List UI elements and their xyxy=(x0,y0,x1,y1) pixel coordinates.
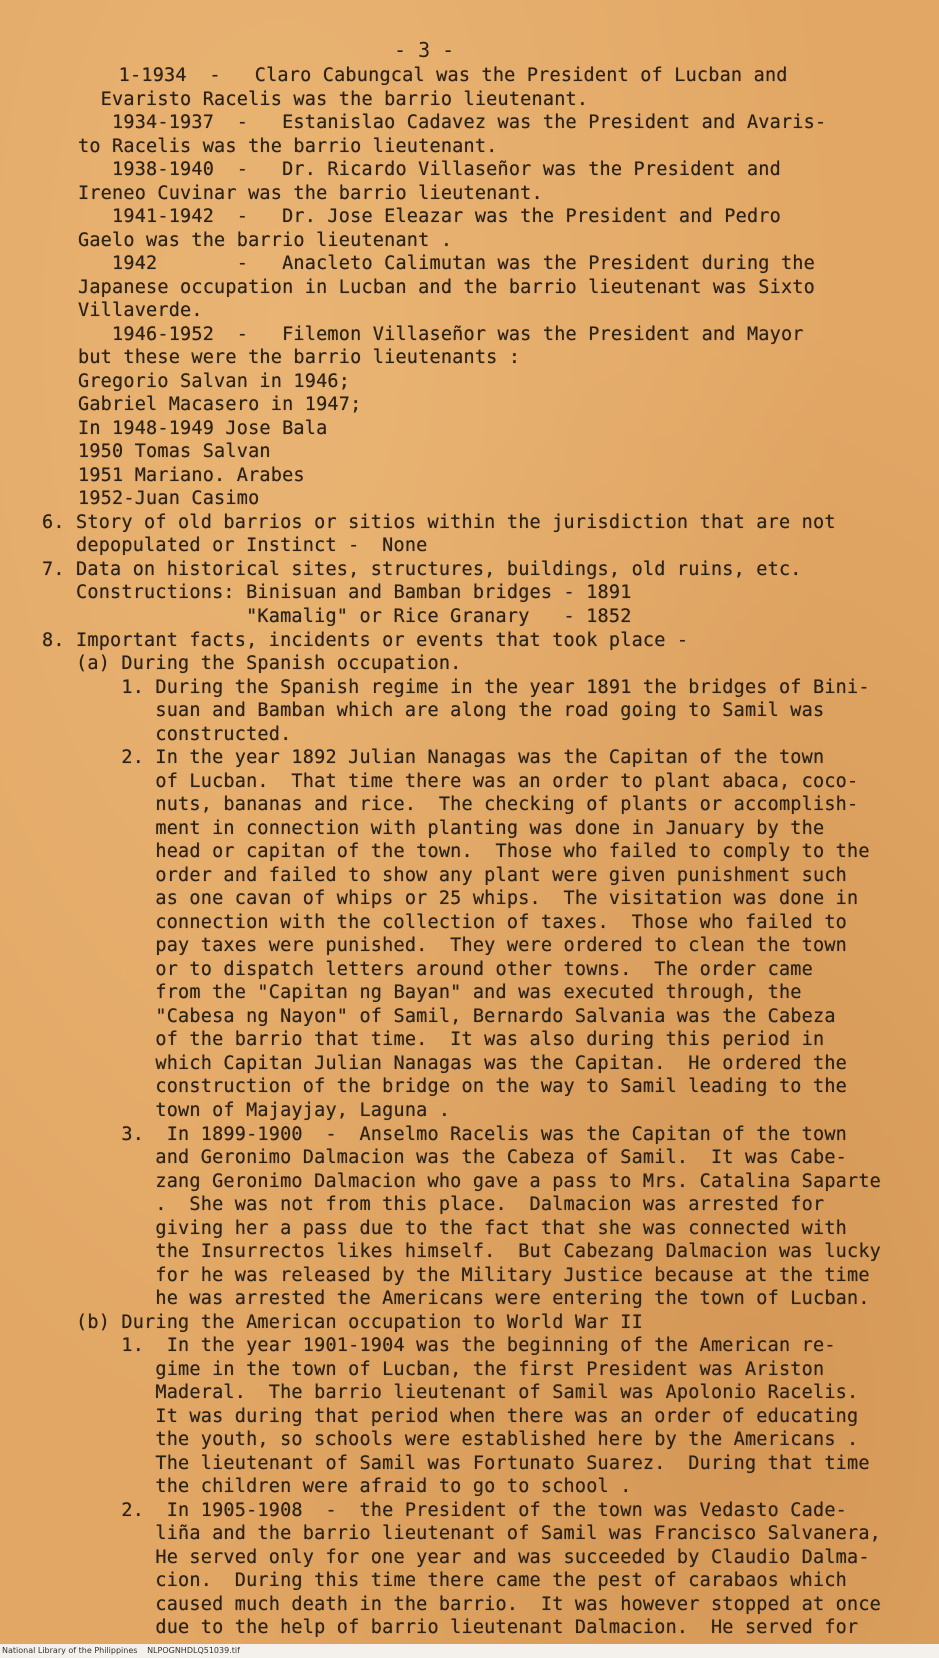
text-line: 7. Data on historical sites, structures, buildings, old ruins, etc. xyxy=(42,559,802,580)
text-line: nuts, bananas and rice. The checking of plants or accomplish- xyxy=(42,794,859,815)
text-line: "Cabesa ng Nayon" of Samil, Bernardo Salvania was the Cabeza xyxy=(42,1006,836,1027)
text-line: head or capitan of the town. Those who failed to comply to the xyxy=(42,841,870,862)
text-line: (b) During the American occupation to World War II xyxy=(42,1312,643,1333)
text-line: "Kamalig" or Rice Granary - 1852 xyxy=(42,606,632,627)
text-line: . She was not from this place. Dalmacion was arrested for xyxy=(42,1194,825,1215)
text-line: (a) During the Spanish occupation. xyxy=(42,653,462,674)
text-line: 8. Important facts, incidents or events that took place - xyxy=(42,630,689,651)
text-line: Constructions: Binisuan and Bamban bridges - 1891 xyxy=(42,582,632,603)
text-line: cion. During this time there came the pest of carabaos which xyxy=(42,1570,847,1591)
text-line: giving her a pass due to the fact that she was connected with xyxy=(42,1218,847,1239)
text-line: 2. In the year 1892 Julian Nanagas was the Capitan of the town xyxy=(42,747,825,768)
text-line: depopulated or Instinct - None xyxy=(42,535,428,556)
scan-footer xyxy=(0,1644,939,1658)
text-line: ment in connection with planting was done in January by the xyxy=(42,818,825,839)
text-line: 1938-1940 - Dr. Ricardo Villaseñor was the President and xyxy=(78,159,781,180)
text-line: liña and the barrio lieutenant of Samil was Francisco Salvanera, xyxy=(42,1523,882,1544)
text-line: 1942 - Anacleto Calimutan was the President during the xyxy=(78,253,815,274)
text-line: zang Geronimo Dalmacion who gave a pass to Mrs. Catalina Saparte xyxy=(42,1171,882,1192)
text-line: 1941-1942 - Dr. Jose Eleazar was the President and Pedro xyxy=(78,206,781,227)
text-line: from the "Capitan ng Bayan" and was executed through, the xyxy=(42,982,802,1003)
text-line: 1951 Mariano. Arabes xyxy=(78,465,305,486)
text-line: caused much death in the barrio. It was however stopped at once xyxy=(42,1594,882,1615)
text-line: due to the help of barrio lieutenant Dalmacion. He served for xyxy=(42,1617,859,1638)
text-line: town of Majayjay, Laguna . xyxy=(42,1100,451,1121)
text-line: the youth, so schools were established here by the Americans . xyxy=(42,1429,859,1450)
text-line: order and failed to show any plant were given punishment such xyxy=(42,865,847,886)
text-line: connection with the collection of taxes. Those who failed to xyxy=(42,912,847,933)
text-line: pay taxes were punished. They were ordered to clean the town xyxy=(42,935,847,956)
text-line: It was during that period when there was an order of educating xyxy=(42,1406,859,1427)
text-line: 1-1934 - Claro Cabungcal was the President of Lucban and xyxy=(96,65,788,86)
text-line: Gabriel Macasero in 1947; xyxy=(78,394,362,415)
text-line: constructed. xyxy=(42,724,292,745)
text-line: of the barrio that time. It was also during this period in xyxy=(42,1029,825,1050)
text-line: 1946-1952 - Filemon Villaseñor was the President and Mayor xyxy=(78,324,804,345)
text-line: Maderal. The barrio lieutenant of Samil was Apolonio Racelis. xyxy=(42,1382,859,1403)
text-line: 3. In 1899-1900 - Anselmo Racelis was the Capitan of the town xyxy=(42,1124,847,1145)
text-line: which Capitan Julian Nanagas was the Capitan. He ordered the xyxy=(42,1053,847,1074)
text-line: but these were the barrio lieutenants : xyxy=(78,347,521,368)
text-line: the Insurrectos likes himself. But Cabezang Dalmacion was lucky xyxy=(42,1241,882,1262)
footer-filename: NLPOGNHDLQ51039.tif xyxy=(147,1646,240,1655)
text-line: 1950 Tomas Salvan xyxy=(78,441,271,462)
text-line: he was arrested the Americans were entering the town of Lucban. xyxy=(42,1288,870,1309)
text-line: the children were afraid to go to school . xyxy=(42,1476,632,1497)
text-line: 1952-Juan Casimo xyxy=(78,488,260,509)
text-line: or to dispatch letters around other towns. The order came xyxy=(42,959,813,980)
text-line: He served only for one year and was succeeded by Claudio Dalma- xyxy=(42,1547,870,1568)
page-number: - 3 - xyxy=(394,38,455,62)
text-line: 1934-1937 - Estanislao Cadavez was the President and Avaris- xyxy=(78,112,827,133)
text-line: for he was released by the Military Justice because at the time xyxy=(42,1265,870,1286)
text-line: Evaristo Racelis was the barrio lieutenant. xyxy=(78,89,589,110)
text-line: Ireneo Cuvinar was the barrio lieutenant. xyxy=(78,183,543,204)
text-line: and Geronimo Dalmacion was the Cabeza of Samil. It was Cabe- xyxy=(42,1147,847,1168)
text-line: 1. In the year 1901-1904 was the beginning of the American re- xyxy=(42,1335,836,1356)
text-line: Gregorio Salvan in 1946; xyxy=(78,371,351,392)
text-line: of Lucban. That time there was an order to plant abaca, coco- xyxy=(42,771,859,792)
text-line: The lieutenant of Samil was Fortunato Suarez. During that time xyxy=(42,1453,870,1474)
text-line: 2. In 1905-1908 - the President of the town was Vedasto Cade- xyxy=(42,1500,847,1521)
text-line: 1. During the Spanish regime in the year 1891 the bridges of Bini- xyxy=(42,677,870,698)
text-line: to Racelis was the barrio lieutenant. xyxy=(78,136,498,157)
text-line: suan and Bamban which are along the road going to Samil was xyxy=(42,700,825,721)
text-line: 6. Story of old barrios or sitios within the jurisdiction that are not xyxy=(42,512,836,533)
text-line: Villaverde. xyxy=(78,300,203,321)
text-line: Japanese occupation in Lucban and the barrio lieutenant was Sixto xyxy=(78,277,815,298)
text-line: Gaelo was the barrio lieutenant . xyxy=(78,230,453,251)
text-line: construction of the bridge on the way to Samil leading to the xyxy=(42,1076,847,1097)
footer-library: National Library of the Philippines xyxy=(2,1646,138,1655)
text-line: In 1948-1949 Jose Bala xyxy=(78,418,328,439)
text-line: gime in the town of Lucban, the first President was Ariston xyxy=(42,1359,825,1380)
text-line: as one cavan of whips or 25 whips. The visitation was done in xyxy=(42,888,859,909)
